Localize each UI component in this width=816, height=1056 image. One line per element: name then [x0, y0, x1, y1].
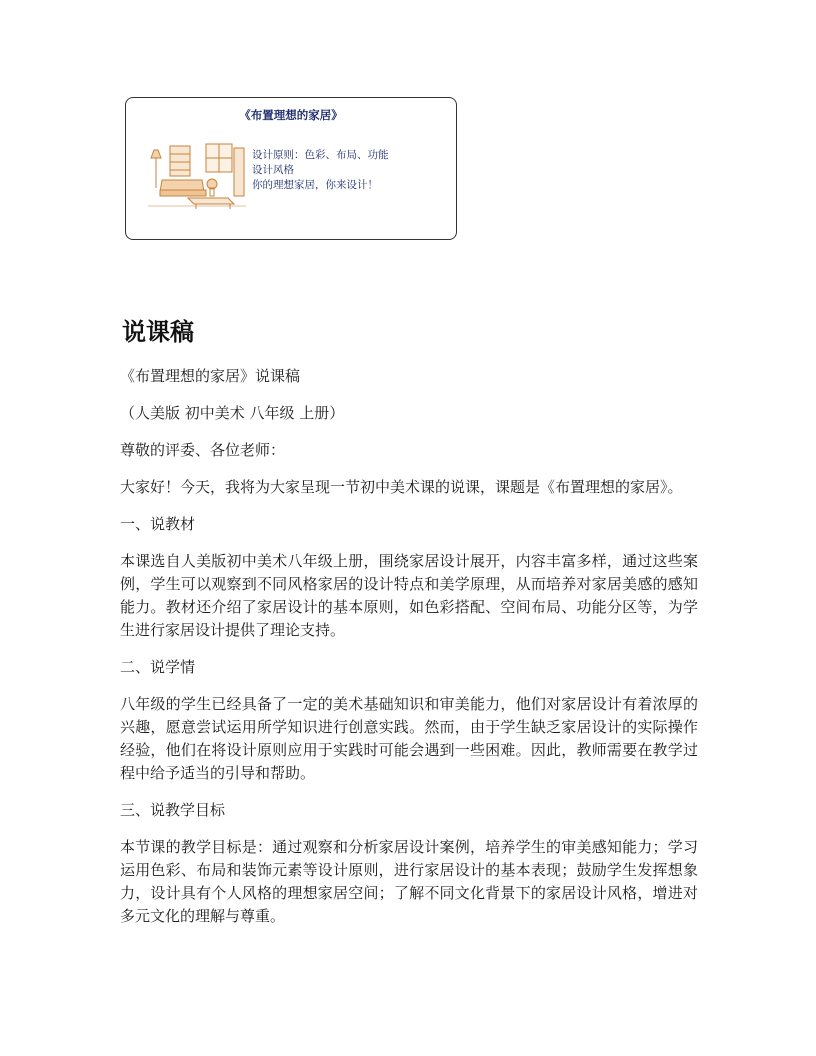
doc-salutation: 尊敬的评委、各位老师： — [120, 441, 286, 459]
page-title: 说课稿 — [122, 318, 194, 346]
card-title: 《布置理想的家居》 — [239, 108, 343, 122]
card-line-principles: 设计原则：色彩、布局、功能 — [252, 149, 389, 161]
card-line-slogan: 你的理想家居，你来设计！ — [252, 179, 378, 191]
section-body-textbook: 本课选自人美版初中美术八年级上册，围绕家居设计展开，内容丰富多样，通过这些案例，学生可以观察到不同风格家居的设计特点和美学原理，从而培养对家居美感的感知能力。教材还介绍了家居设计的基本原则，如色彩搭配、空间布局、功能分区等，为学生进行家居设计提供了理论支持。 — [120, 552, 698, 639]
doc-title-line: 《布置理想的家居》说课稿 — [120, 367, 301, 385]
section-body-goals: 本节课的教学目标是：通过观察和分析家居设计案例，培养学生的审美感知能力；学习运用色彩、布局和装饰元素等设计原则，进行家居设计的基本表现；鼓励学生发挥想象力，设计具有个人风格的理想家居空间；了解不同文化背景下的家居设计风格，增进对多元文化的理解与尊重。 — [120, 838, 698, 925]
living-room-sketch-icon — [148, 140, 246, 210]
doc-intro: 大家好！今天，我将为大家呈现一节初中美术课的说课，课题是《布置理想的家居》。 — [120, 478, 683, 496]
card-line-style: 设计风格 — [252, 164, 294, 176]
title-card — [125, 97, 457, 240]
section-body-students: 八年级的学生已经具备了一定的美术基础知识和审美能力，他们对家居设计有着浓厚的兴趣，愿意尝试运用所学知识进行创意实践。然而，由于学生缺乏家居设计的实际操作经验，他们在将设计原则应用于实践时可能会遇到一些困难。因此，教师需要在教学过程中给予适当的引导和帮助。 — [120, 695, 698, 782]
section-heading-goals: 三、说教学目标 — [120, 801, 226, 819]
card-text — [252, 148, 389, 193]
section-heading-students: 二、说学情 — [120, 658, 196, 676]
section-heading-textbook: 一、说教材 — [120, 515, 196, 533]
document-body — [120, 365, 698, 942]
doc-edition-line: （人美版 初中美术 八年级 上册） — [120, 404, 345, 422]
